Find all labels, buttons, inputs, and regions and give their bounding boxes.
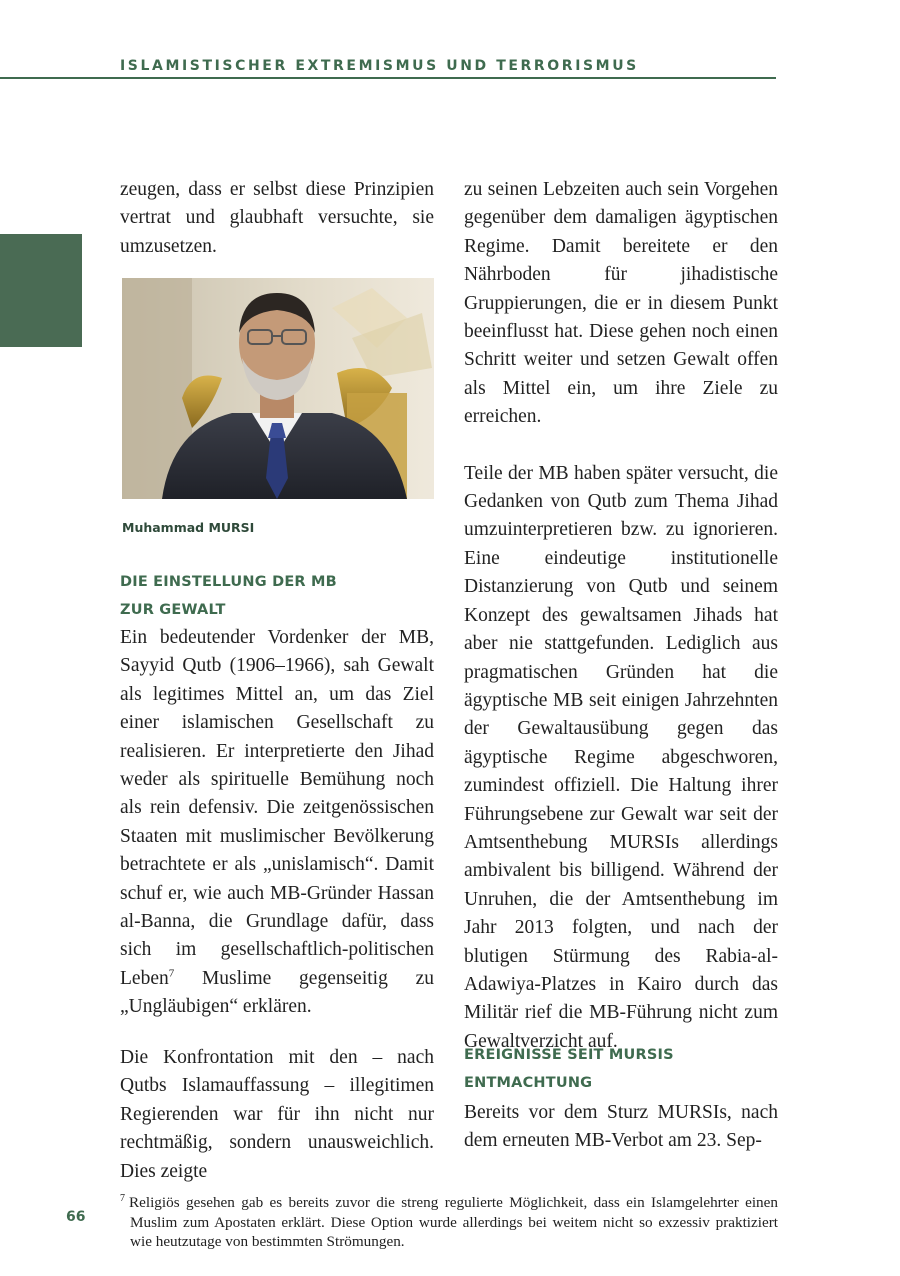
left-paragraph-confrontation: Die Konfrontation mit den – nach Qutbs Islamauffassung – illegitimen Regierenden war für ihn nicht nur rechtmäßig, sondern unausweichlich. Dies zeigte [120,1047,434,1182]
section-heading-events [464,1041,778,1097]
header-rule [0,77,776,79]
photo-caption: Muhammad MURSI [122,520,255,535]
section-heading-violence [120,568,434,624]
footnote [120,1189,778,1252]
section-heading-line: EREIGNISSE SEIT MURSIS [464,1047,674,1063]
section-heading-line: DIE EINSTELLUNG DER MB [120,574,337,590]
left-column-intro [120,176,434,261]
left-paragraph-text: Ein bedeutender Vordenker der MB, Sayyid Qutb (1906–1966), sah Gewalt als legitimes Mittel an, um das Ziel einer islamischen Gesellschaft zu realisieren. Er interpretierte den Jihad weder als spirituelle Bemühung noch als rein defensiv. Die zeitgenössischen Staaten mit muslimischer Bevölkerung betrachtete er als „unislamisch“. Damit schuf er, wie auch MB-Gründer Hassan al-Banna, die Grundlage dafür, dass sich im gesellschaftlich-politischen Leben [120,627,434,989]
left-paragraph-text-end: Muslime gegenseitig zu „Ungläubigen“ erklären. [120,967,434,1018]
left-column-body [120,624,434,1022]
portrait-photo [122,278,434,499]
footnote-number: 7 [120,1193,125,1204]
section-heading-line: ENTMACHTUNG [464,1075,593,1091]
right-paragraph-2: Teile der MB haben später versucht, die Gedanken von Qutb zum Thema Jihad umzuinterpretieren bzw. zu ignorieren. Eine eindeutige institutionelle Distanzierung von Qutb und seinem Konzept des gewaltsamen Jihads hat aber nie stattgefunden. Lediglich aus pragmatischen Gründen hat die ägyptische MB seit einigen Jahrzehnten der Gewaltausübung gegen das ägyptische Regime abgeschworen, zumindest offiziell. Die Haltung ihrer Führungsebene zur Gewalt war seit der Amtsenthebung MURSIs allerdings ambivalent bis billigend. Während der Unruhen, die der Amtsenthebung im Jahr 2013 folgten, und nach der blutigen Stürmung des Rabia-al-Adawiya-Platzes in Kairo durch das Militär rief die MB-Führung nicht zum Gewaltverzicht auf. [464,462,778,1052]
portrait-illustration [122,278,434,499]
right-column-body-2 [464,1099,778,1156]
right-paragraph-1: zu seinen Lebzeiten auch sein Vorgehen gegenüber dem damaligen ägyptischen Regime. Damit bereitete er den Nährboden für jihadistische Gruppierungen, die er in diesem Punkt beeinflusst hat. Diese gehen noch einen Schritt weiter und setzen Gewalt offen als Mittel ein, um ihre Ziele zu erreichen. [464,179,778,428]
footnote-reference[interactable]: 7 [168,967,175,980]
chapter-side-tab [0,234,82,347]
left-paragraph-qutb [120,624,434,1022]
section-heading-line: ZUR GEWALT [120,602,226,618]
right-paragraph-3: Bereits vor dem Sturz MURSIs, nach dem erneuten MB-Verbot am 23. Sep- [464,1102,778,1152]
left-intro-paragraph: zeugen, dass er selbst diese Prinzipien vertrat und glaubhaft versuchte, sie umzusetzen. [120,179,434,257]
left-column-body-2 [120,1044,434,1186]
right-column-body [464,176,778,1056]
running-head: ISLAMISTISCHER EXTREMISMUS UND TERRORISMUS [120,58,639,74]
footnote-text: Religiös gesehen gab es bereits zuvor die streng regulierte Möglichkeit, dass ein Islamgelehrter einen Muslim zum Apostaten erklärt. Diese Option wurde allerdings bei weitem nicht so exzessiv praktiziert wie heutzutage von bestimmten Strömungen. [129,1194,778,1251]
page-number: 66 [66,1209,86,1225]
